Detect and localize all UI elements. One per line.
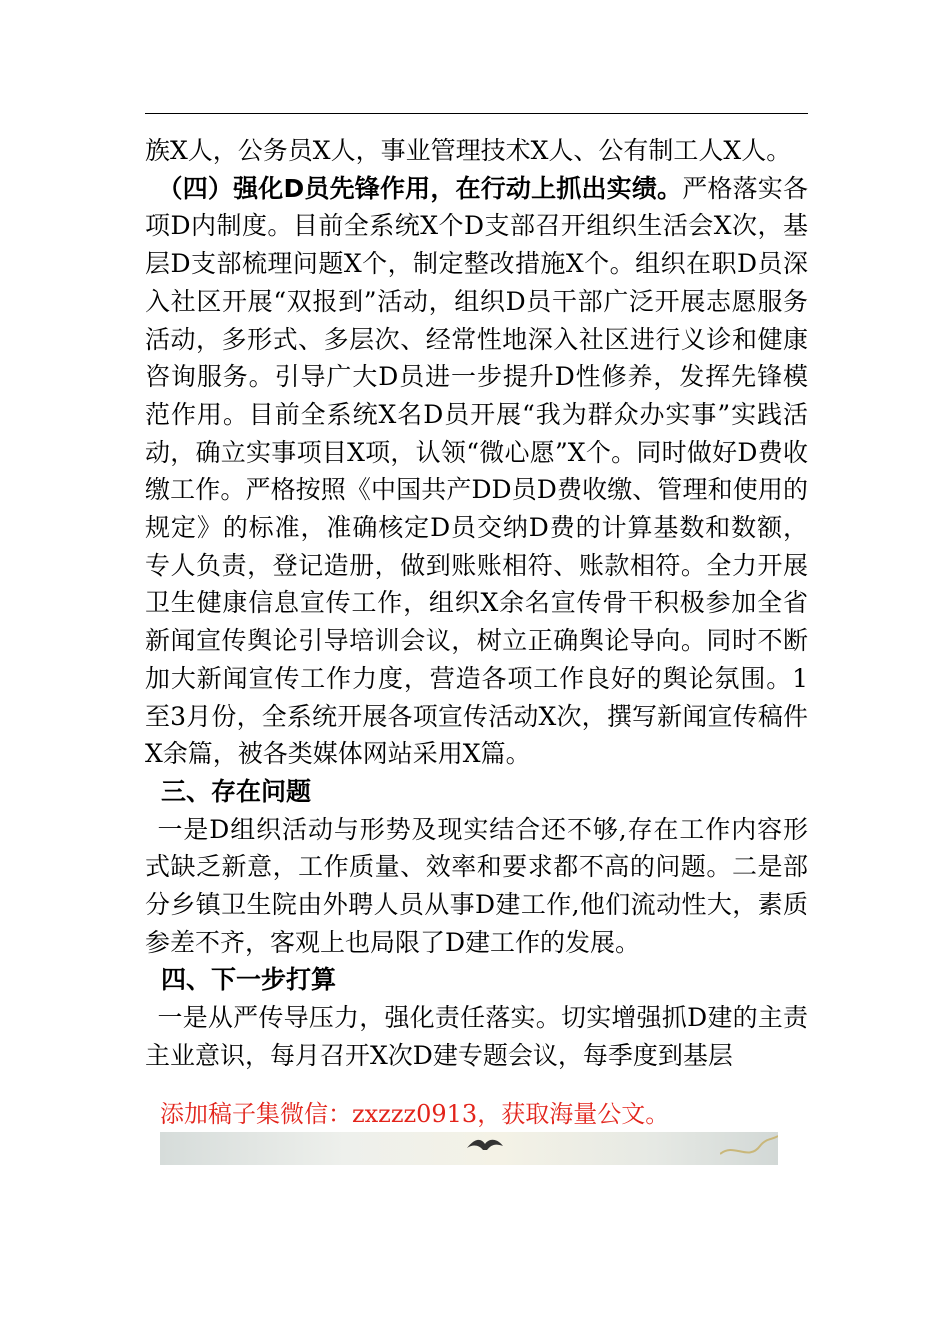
document-body xyxy=(145,132,808,1075)
paragraph-section-4 xyxy=(145,170,808,773)
promo-text[interactable]: 添加稿子集微信：zxzzz0913，获取海量公文。 xyxy=(160,1100,670,1128)
section-4-body: 严格落实各项D内制度。目前全系统X个D支部召开组织生活会X次，基层D支部梳理问题X个，制定整改措施X个。组织在职D员深入社区开展“双报到”活动，组织D员干部广泛开展志愿服务活动，多形式、多层次、经常性地深入社区进行义诊和健康咨询服务。引导广大D员进一步提升D性修养，发挥先锋模范作用。目前全系统X名D员开展“我为群众办实事”实践活动，确立实事项目X项，认领“微心愿”X个。同时做好D费收缴工作。严格按照《中国共产DD员D费收缴、管理和使用的规定》的标准，准确核定D员交纳D费的计算基数和数额，专人负责，登记造册，做到账账相符、账款相符。全力开展卫生健康信息宣传工作，组织X余名宣传骨干积极参加全省新闻宣传舆论引导培训会议，树立正确舆论导向。同时不断加大新闻宣传工作力度，营造各项工作良好的舆论氛围。1至3月份，全系统开展各项宣传活动X次，撰写新闻宣传稿件X余篇，被各类媒体网站采用X篇。 xyxy=(145,173,808,769)
header-rule xyxy=(145,113,808,114)
section-4-heading: （四）强化D员先锋作用，在行动上抓出实绩。 xyxy=(157,173,683,203)
paragraph-continuation: 族X人，公务员X人，事业管理技术X人、公有制工人X人。 xyxy=(145,136,792,165)
promo-banner[interactable] xyxy=(160,1132,778,1165)
heading-problems: 三、存在问题 xyxy=(161,776,312,806)
heading-next-steps: 四、下一步打算 xyxy=(161,965,337,995)
decor-swirl-icon xyxy=(720,1132,778,1165)
bird-icon xyxy=(465,1134,505,1156)
paragraph-problems: 一是D组织活动与形势及现实结合还不够,存在工作内容形式缺乏新意，工作质量、效率和要求都不高的问题。二是部分乡镇卫生院由外聘人员从事D建工作,他们流动性大，素质参差不齐，客观上也局限了D建工作的发展。 xyxy=(145,814,808,957)
paragraph-next-steps: 一是从严传导压力，强化责任落实。切实增强抓D建的主责主业意识，每月召开X次D建专题会议，每季度到基层 xyxy=(145,1003,808,1070)
